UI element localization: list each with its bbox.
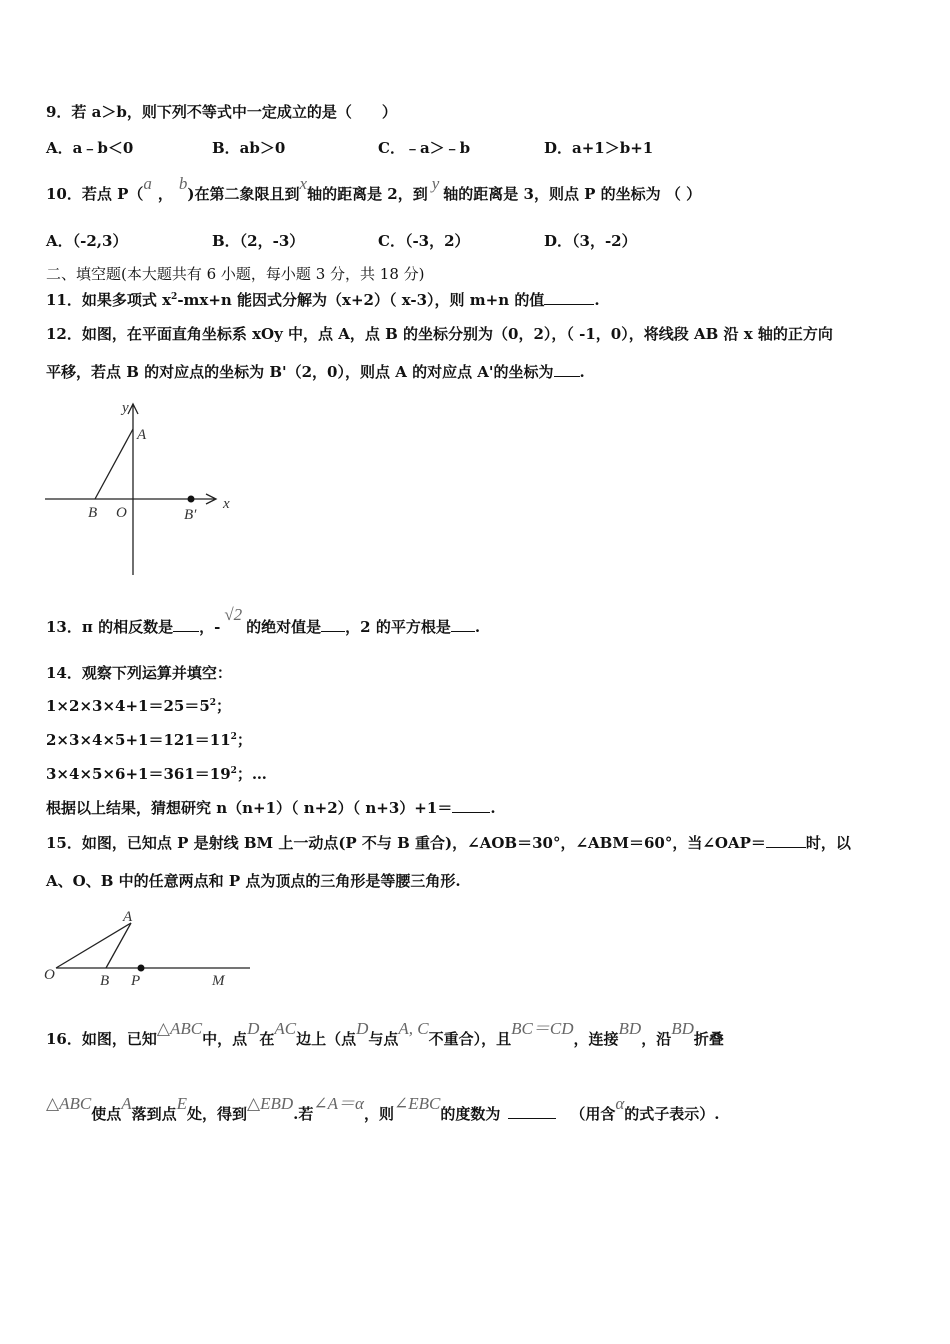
section-heading: 二、填空题(本大题共有 6 小题，每小题 3 分，共 18 分) (46, 265, 425, 283)
q16-line2-seg: 的式子表示）. (624, 1105, 720, 1123)
q16-line2-seg: △EBD (247, 1094, 294, 1113)
segment-oa (56, 923, 131, 968)
question-16-line2 (46, 1094, 720, 1124)
question-16-line1 (46, 1019, 724, 1049)
answer-blank (173, 617, 199, 632)
q16-line1-seg: AC (274, 1019, 297, 1038)
question-10-stem: 10．若点 P（a，b)在第二象限且到x轴的距离是 2，到y轴的距离是 3，则点 P 的坐标为 （ ） (46, 174, 702, 203)
label-a: A (123, 909, 133, 925)
equation-3: $3\times 4\times 5\times 6+1=361=19^2$；… (46, 765, 267, 783)
label-a: A (137, 427, 147, 443)
answer-blank (452, 798, 490, 813)
question-13: 13．π 的相反数是 ，-√2的绝对值是 ，2 的平方根是 . (46, 605, 481, 636)
q16-line1-seg: BD (618, 1019, 642, 1038)
q16-line2-seg: E (176, 1094, 187, 1113)
q16-line1-seg: BC＝CD (511, 1019, 574, 1038)
q16-line2-seg: 使点 (91, 1105, 122, 1123)
q16-line1-seg: 16．如图，已知 (46, 1030, 157, 1048)
q16-line1-seg: D (247, 1019, 260, 1038)
q16-line2-seg: ∠EBC (393, 1094, 441, 1113)
math-a: a (143, 174, 152, 193)
q16-line1-seg: ，连接 (573, 1030, 619, 1048)
q16-line1-seg: A, C (398, 1019, 429, 1038)
question-11: 11．如果多项式 $x^2-mx+n$ 能因式分解为（x+2）（ x-3），则 m+n 的值 . (46, 291, 600, 309)
question-15-line2: A、O、B 中的任意两点和 P 点为顶点的三角形是等腰三角形. (46, 872, 461, 890)
label-y: y (122, 400, 129, 416)
q16-line1-seg: 折叠 (693, 1030, 724, 1048)
answer-blank (451, 617, 475, 632)
q16-line2-seg: 处，得到 (187, 1105, 248, 1123)
math-y: y (431, 174, 440, 193)
figure-ray-triangle (40, 905, 255, 990)
q16-line2-seg: △ABC (46, 1094, 92, 1113)
question-15-line1: 15．如图，已知点 P 是射线 BM 上一动点(P 不与 B 重合)，∠AOB＝30°，∠ABM＝60°，当∠OAP＝ 时，以 (46, 834, 851, 852)
q9-option-b: B．ab＞0 (212, 139, 286, 157)
q9-option-c: C．﹣a＞﹣b (378, 139, 471, 157)
q16-line2-seg: ，则 (363, 1105, 394, 1123)
q16-line1-seg: BD (671, 1019, 694, 1038)
q16-line2-seg: A (121, 1094, 132, 1113)
question-14-guess: 根据以上结果，猜想研究 n（n+1）（ n+2）（ n+3）+1＝ . (46, 799, 496, 817)
q16-line1-seg: 在 (259, 1030, 275, 1048)
label-o: O (116, 505, 127, 521)
q16-line1-seg: D (356, 1019, 369, 1038)
q16-line2-seg: 落到点 (131, 1105, 177, 1123)
answer-blank (321, 617, 345, 632)
segment-ab (95, 429, 133, 499)
equation-1: $1\times 2\times 3\times 4+1=25=5^2$； (46, 697, 232, 715)
question-12-line1: 12．如图，在平面直角坐标系 xOy 中，点 A，点 B 的坐标分别为（0，2），（ -1，0），将线段 AB 沿 x 轴的正方向 (46, 325, 833, 343)
figure-coordinate-plane (40, 395, 250, 580)
answer-blank (554, 362, 580, 377)
q16-line1-seg: ，沿 (641, 1030, 672, 1048)
q16-line1-seg: △ABC (156, 1019, 203, 1038)
q10-option-b: B．（2，-3） (212, 232, 305, 250)
label-b: B (100, 973, 110, 989)
q16-line2-seg: α (615, 1094, 625, 1113)
label-m: M (212, 973, 225, 989)
point-p (138, 965, 145, 972)
answer-blank (766, 833, 806, 848)
q16-line2-seg: （用含 (570, 1105, 616, 1123)
q10-option-a: A．（-2,3） (46, 232, 128, 250)
answer-blank (508, 1104, 556, 1119)
label-o: O (44, 967, 55, 983)
answer-blank (544, 290, 594, 305)
q16-line1-seg: 与点 (368, 1030, 399, 1048)
q16-line1-seg: 不重合），且 (428, 1030, 512, 1048)
label-b: B (88, 505, 98, 521)
math-b: b (178, 174, 188, 193)
sqrt-2: √2 (224, 605, 243, 624)
question-9-stem: 9．若 a＞b，则下列不等式中一定成立的是（ ） (46, 103, 397, 121)
label-b-prime: B′ (184, 507, 197, 523)
math-x: x (299, 174, 308, 193)
equation-2: $2\times 3\times 4\times 5+1=121=11^2$； (46, 731, 252, 749)
q9-option-a: A．a﹣b＜0 (46, 139, 134, 157)
label-x: x (223, 496, 230, 512)
q10-option-d: D．（3，-2） (544, 232, 637, 250)
q16-line2-seg: 的度数为 (440, 1105, 501, 1123)
question-14-stem: 14．观察下列运算并填空： (46, 664, 232, 682)
question-12-line2: 平移，若点 B 的对应点的坐标为 B'（2，0），则点 A 的对应点 A'的坐标为 . (46, 363, 585, 381)
q9-option-d: D．a+1＞b+1 (544, 139, 654, 157)
q16-line1-seg: 边上（点 (296, 1030, 357, 1048)
q10-option-c: C．（-3，2） (378, 232, 470, 250)
point-b-prime (188, 496, 195, 503)
q16-line2-seg: .若 (293, 1105, 314, 1123)
q16-line1-seg: 中，点 (202, 1030, 248, 1048)
q16-line2-seg: ∠A＝α (313, 1094, 364, 1113)
label-p: P (131, 973, 141, 989)
